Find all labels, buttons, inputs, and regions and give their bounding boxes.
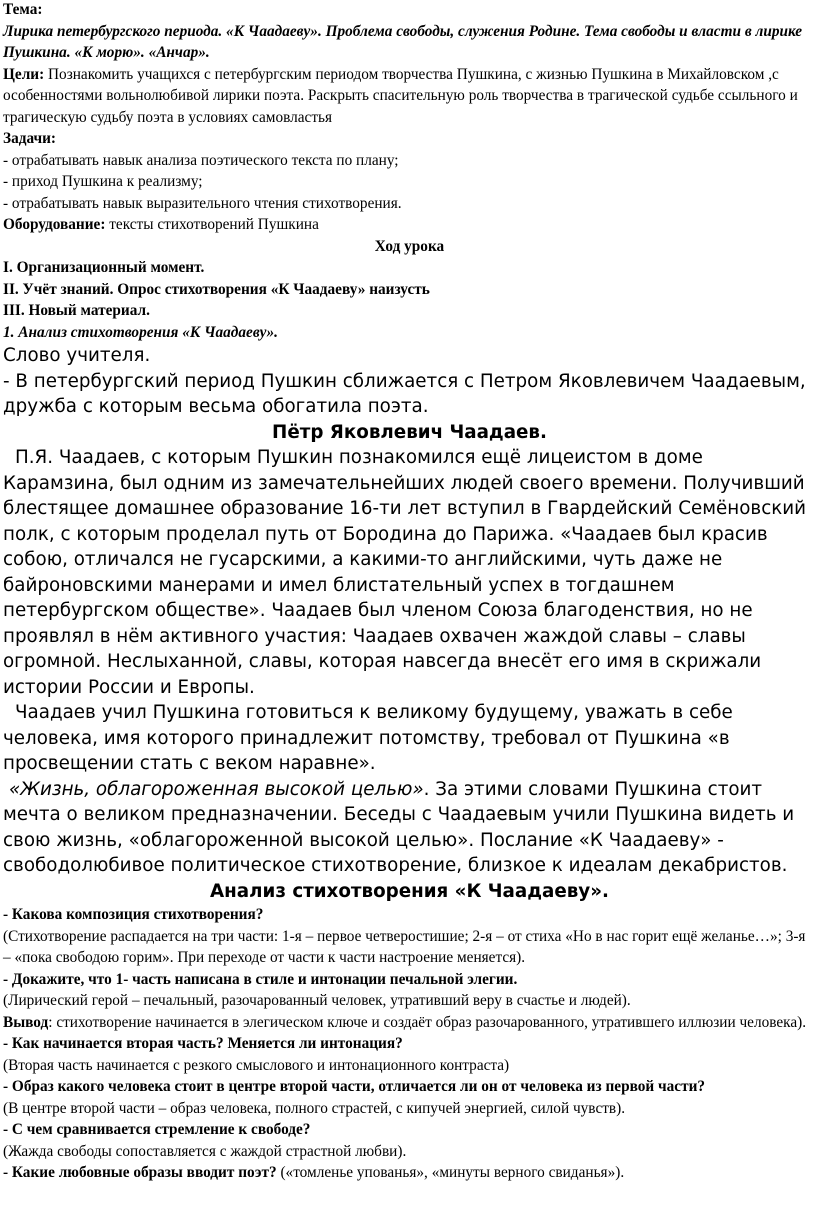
question-3: - Как начинается вторая часть? Меняется ли интонация? bbox=[3, 1035, 403, 1052]
stage-3: III. Новый материал. bbox=[3, 302, 150, 319]
lesson-title: Ход урока bbox=[374, 237, 445, 255]
goals-text: Познакомить учащихся с петербургским периодом творчества Пушкина, с жизнью Пушкина в Михайловском ,с особенностями вольнолюбивой лирики поэта. Раскрыть спасительную роль творчества в трагической судьбе ссыльного и трагическую судьбу поэта в условиях самовластья bbox=[3, 65, 798, 126]
answer-2: (Лирический герой – печальный, разочарованный человек, утративший веру в счастье и людей). bbox=[3, 992, 631, 1009]
analysis-title: Анализ стихотворения «К Чаадаеву». bbox=[210, 880, 609, 902]
goals-block bbox=[3, 64, 816, 129]
question-1: - Какова композиция стихотворения? bbox=[3, 906, 264, 923]
question-6-block bbox=[3, 1162, 816, 1184]
answer-6: («томленье упованья», «минуты верного свиданья»). bbox=[276, 1164, 625, 1181]
task-item-2: - приход Пушкина к реализму; bbox=[3, 173, 203, 190]
bio-quote: «Жизнь, облагороженная высокой целью» bbox=[9, 778, 424, 800]
conclusion bbox=[3, 1012, 816, 1034]
bio-paragraph-3-text: . За этими словами Пушкина стоит мечта о великом предназначении. Беседы с Чаадаевым учили Пушкина видеть и свою жизнь, «облагороженной высокой целью». Послание «К Чаадаеву» - свободолюбивое политическое стихотворение, близкое к идеалам декабристов. bbox=[3, 778, 795, 876]
equipment-text: тексты стихотворений Пушкина bbox=[105, 216, 319, 233]
equipment-block bbox=[3, 214, 816, 236]
topic-block bbox=[3, 0, 816, 64]
question-4: - Образ какого человека стоит в центре второй части, отличается ли он от человека из первой части? bbox=[3, 1078, 706, 1095]
stage-2: II. Учёт знаний. Опрос стихотворения «К Чаадаеву» наизусть bbox=[3, 280, 430, 298]
bio-paragraph-3 bbox=[3, 777, 816, 879]
conclusion-text: : стихотворение начинается в элегическом ключе и создаёт образ разочарованного, утратившего иллюзии человека). bbox=[48, 1013, 807, 1031]
bio-paragraph-1: П.Я. Чаадаев, с которым Пушкин познакомился ещё лицеистом в доме Карамзина, был одним из замечательнейших людей своего времени. Получивший блестящее домашнее образование 16-ти лет вступил в Гвардейский Семёновский полк, с которым проделал путь от Бородина до Парижа. «Чаадаев был красив собою, отличался не гусарскими, а какими-то английскими, чуть даже не байроновскими манерами и имел блистательный успех в тогдашнем петербургском обществе». Чаадаев был членом Союза благоденствия, но не проявлял в нём активного участия: Чаадаев охвачен жаждой славы – славы огромной. Неслыханной, славы, которая навсегда внесёт его имя в скрижали истории России и Европы. bbox=[3, 447, 807, 698]
bio-title: Пётр Яковлевич Чаадаев. bbox=[272, 421, 547, 443]
question-6: - Какие любовные образы вводит поэт? bbox=[3, 1164, 277, 1181]
question-2: - Докажите, что 1- часть написана в стиле и интонации печальной элегии. bbox=[3, 970, 518, 988]
task-item-1: - отрабатывать навык анализа поэтического текста по плану; bbox=[3, 151, 399, 169]
question-5: - С чем сравнивается стремление к свободе? bbox=[3, 1121, 311, 1138]
answer-3: (Вторая часть начинается с резкого смыслового и интонационного контраста) bbox=[3, 1056, 510, 1074]
topic-label: Тема: bbox=[3, 1, 43, 18]
answer-4: (В центре второй части – образ человека, полного страстей, с кипучей энергией, силой чувств). bbox=[3, 1099, 626, 1117]
topic-text: Лирика петербургского периода. «К Чаадаеву». Проблема свободы, служения Родине. Тема свободы и власти в лирике Пушкина. «К морю». «Анчар». bbox=[3, 22, 803, 61]
tasks-label: Задачи: bbox=[3, 130, 57, 147]
teacher-word: Слово учителя. bbox=[3, 345, 151, 366]
conclusion-label: Вывод bbox=[3, 1013, 49, 1031]
goals-label: Цели: bbox=[3, 65, 45, 83]
analysis-item: 1. Анализ стихотворения «К Чаадаеву». bbox=[3, 323, 278, 341]
teacher-paragraph: - В петербургский период Пушкин сближается с Петром Яковлевичем Чаадаевым, дружба с которым весьма обогатила поэта. bbox=[3, 370, 806, 417]
answer-1: (Стихотворение распадается на три части: 1-я – первое четверостишие; 2-я – от стиха «Но в нас горит ещё желанье…»; 3-я – «пока свободою горим». При переходе от части к части настроение меняется). bbox=[3, 927, 806, 966]
stage-1: I. Организационный момент. bbox=[3, 259, 205, 276]
bio-paragraph-2: Чаадаев учил Пушкина готовиться к великому будущему, уважать в себе человека, имя которого принадлежит потомству, требовал от Пушкина «в просвещении стать с веком наравне». bbox=[3, 702, 733, 774]
equipment-label: Оборудование: bbox=[3, 216, 106, 233]
task-item-3: - отрабатывать навык выразительного чтения стихотворения. bbox=[3, 194, 402, 212]
answer-5: (Жажда свободы сопоставляется с жаждой страстной любви). bbox=[3, 1142, 407, 1160]
